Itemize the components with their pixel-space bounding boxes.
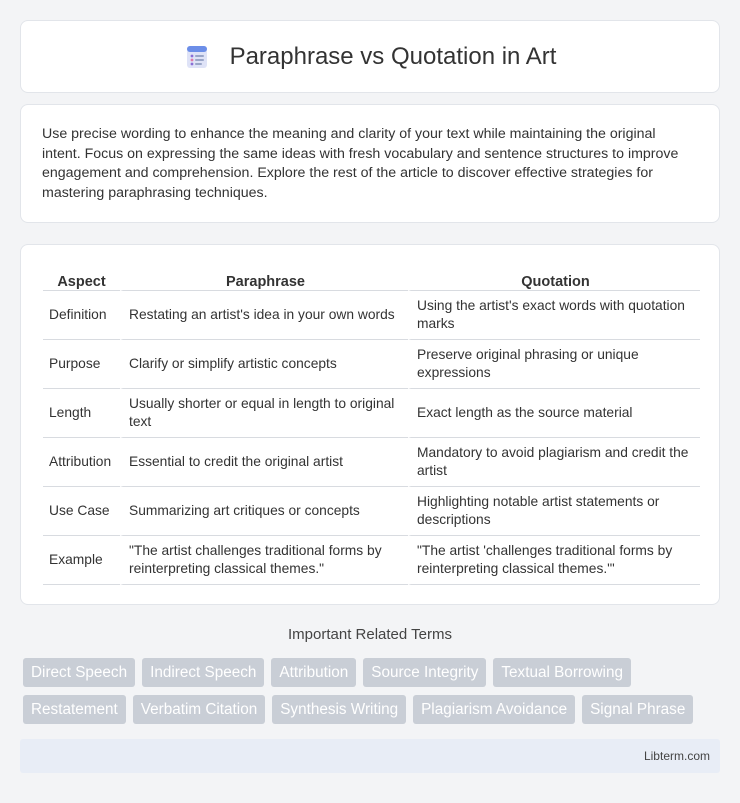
footer-site-link[interactable]: Libterm.com [643,749,710,763]
intro-card [20,104,720,223]
term-tag[interactable]: Synthesis Writing [272,695,406,724]
row-paraphrase: Clarify or simplify artistic concepts [120,340,408,389]
related-terms-title: Important Related Terms [288,626,452,643]
row-paraphrase: Usually shorter or equal in length to original text [120,389,408,438]
table-row [43,291,700,340]
row-paraphrase: "The artist challenges traditional forms by reinterpreting classical themes." [120,536,408,585]
table-row [43,340,700,389]
term-tag[interactable]: Restatement [23,695,126,724]
header-aspect: Aspect [43,265,120,291]
header-quotation: Quotation [408,265,700,291]
row-aspect: Attribution [43,438,120,487]
row-aspect: Purpose [43,340,120,389]
header-card [20,20,720,93]
table-row [43,536,700,585]
row-aspect: Use Case [43,487,120,536]
term-tag[interactable]: Attribution [271,658,356,687]
related-terms-tags [23,658,723,732]
row-quotation: Preserve original phrasing or unique expressions [408,340,700,389]
document-list-icon [184,44,210,70]
row-aspect: Length [43,389,120,438]
intro-text: Use precise wording to enhance the meaning and clarity of your text while maintaining the original intent. Focus on expressing the same ideas with fresh vocabulary and sentence structures to improve engagement and comprehension. Explore the rest of the article to discover effective strategies for mastering paraphrasing techniques. [42,126,679,201]
table-row [43,438,700,487]
header-paraphrase: Paraphrase [120,265,408,291]
row-aspect: Definition [43,291,120,340]
row-quotation: Exact length as the source material [408,389,700,438]
row-quotation: "The artist 'challenges traditional forms by reinterpreting classical themes.'" [408,536,700,585]
comparison-card [20,244,720,605]
term-tag[interactable]: Verbatim Citation [133,695,265,724]
row-quotation: Mandatory to avoid plagiarism and credit the artist [408,438,700,487]
row-quotation: Highlighting notable artist statements or descriptions [408,487,700,536]
term-tag[interactable]: Signal Phrase [582,695,693,724]
table-row [43,389,700,438]
footer [20,739,720,773]
term-tag[interactable]: Direct Speech [23,658,135,687]
term-tag[interactable]: Indirect Speech [142,658,264,687]
table-row [43,487,700,536]
tag-row [23,695,723,724]
row-paraphrase: Restating an artist's idea in your own words [120,291,408,340]
row-paraphrase: Essential to credit the original artist [120,438,408,487]
comparison-table [43,265,700,585]
row-paraphrase: Summarizing art critiques or concepts [120,487,408,536]
tag-row [23,658,723,687]
page-title: Paraphrase vs Quotation in Art [229,42,557,70]
term-tag[interactable]: Plagiarism Avoidance [413,695,575,724]
term-tag[interactable]: Textual Borrowing [493,658,631,687]
term-tag[interactable]: Source Integrity [363,658,486,687]
row-quotation: Using the artist's exact words with quotation marks [408,291,700,340]
table-header-row [43,265,700,291]
row-aspect: Example [43,536,120,585]
